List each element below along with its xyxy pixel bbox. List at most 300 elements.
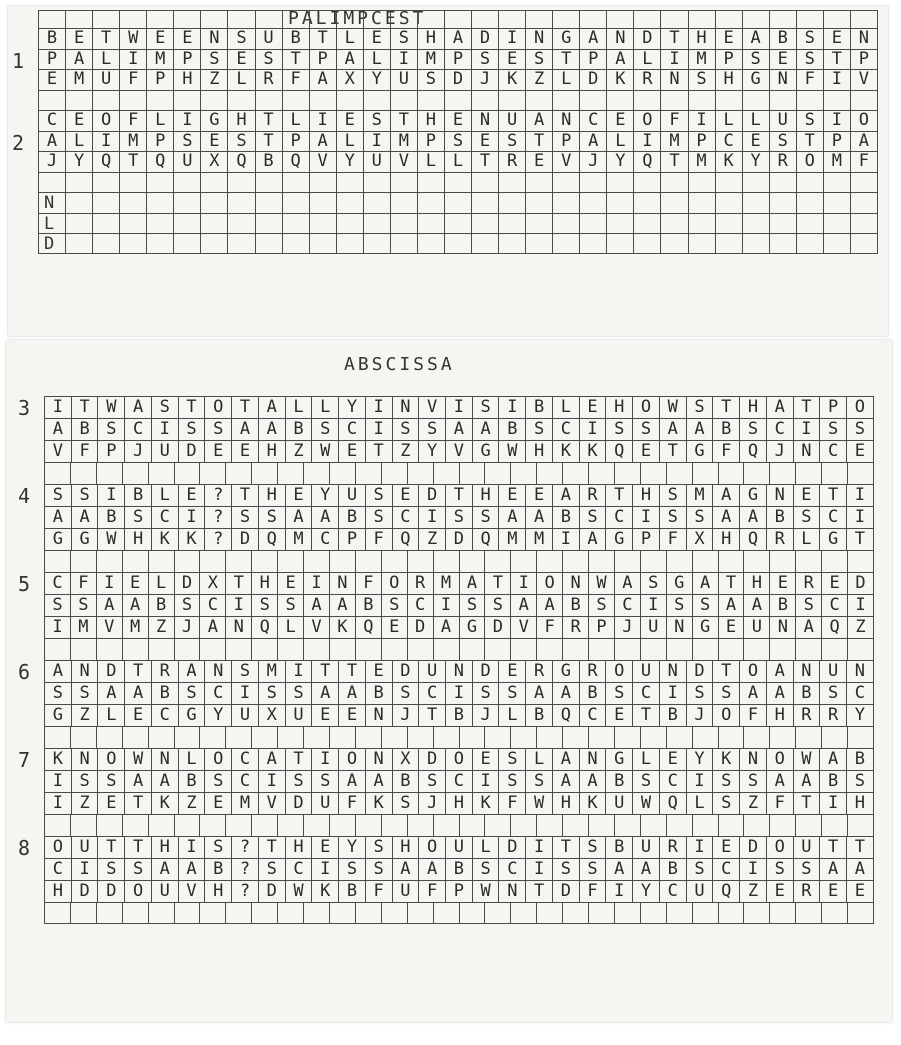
grid-cell: S xyxy=(97,418,124,440)
grid-cell xyxy=(510,902,536,924)
grid-cell xyxy=(173,192,200,213)
grid-cell: R xyxy=(562,616,588,638)
grid-cell: T xyxy=(793,792,820,814)
grid-cell xyxy=(743,814,769,836)
grid-cell: S xyxy=(204,836,231,858)
grid-cell: D xyxy=(231,528,258,550)
grid-cell: L xyxy=(498,704,525,726)
grid-cell: R xyxy=(793,704,820,726)
grid-cell xyxy=(688,213,715,234)
grid-cell xyxy=(355,462,381,484)
grid-cell: L xyxy=(525,748,552,770)
grid-cell: C xyxy=(204,682,231,704)
grid-cell: E xyxy=(715,28,742,49)
grid-cell: U xyxy=(632,660,659,682)
grid-cell: D xyxy=(579,69,606,90)
grid-cell: S xyxy=(44,594,70,616)
grid-cell: P xyxy=(338,528,365,550)
grid-cell xyxy=(579,90,606,111)
grid-cell xyxy=(251,638,277,660)
grid-cell: A xyxy=(525,506,552,528)
grid-cell: F xyxy=(712,440,739,462)
grid-cell: K xyxy=(365,792,392,814)
grid-row xyxy=(44,594,874,616)
grid-cell xyxy=(796,213,823,234)
grid-cell xyxy=(660,10,687,29)
grid-cell xyxy=(173,172,200,193)
grid-cell: H xyxy=(688,28,715,49)
grid-cell: S xyxy=(392,418,419,440)
grid-cell: A xyxy=(38,131,65,152)
grid-cell: U xyxy=(255,28,282,49)
grid-cell xyxy=(65,90,92,111)
grid-cell: S xyxy=(795,594,821,616)
grid-cell: A xyxy=(122,594,148,616)
grid-cell: A xyxy=(793,770,820,792)
grid-cell xyxy=(173,233,200,254)
grid-cell xyxy=(173,90,200,111)
grid-cell: M xyxy=(285,528,312,550)
grid-cell xyxy=(525,172,552,193)
grid-cell: E xyxy=(819,880,846,902)
grid-cell xyxy=(562,902,588,924)
grid-cell xyxy=(174,462,200,484)
grid-cell xyxy=(200,90,227,111)
grid-cell: E xyxy=(124,704,151,726)
palimpsest-title: PALIMPCEST xyxy=(288,8,427,29)
grid-cell xyxy=(255,192,282,213)
grid-cell: T xyxy=(718,572,744,594)
grid-cell: C xyxy=(44,572,70,594)
grid-cell xyxy=(329,814,355,836)
grid-cell: T xyxy=(365,440,392,462)
grid-cell: U xyxy=(498,110,525,131)
grid-cell: Y xyxy=(606,151,633,172)
grid-cell xyxy=(225,462,251,484)
grid-cell: G xyxy=(71,528,98,550)
grid-cell: P xyxy=(819,396,846,418)
grid-cell xyxy=(119,192,146,213)
grid-cell: B xyxy=(766,506,793,528)
grid-cell: I xyxy=(418,506,445,528)
grid-cell: M xyxy=(65,69,92,90)
grid-cell: I xyxy=(633,131,660,152)
grid-cell: ? xyxy=(231,858,258,880)
grid-cell: A xyxy=(498,506,525,528)
grid-cell: S xyxy=(846,418,874,440)
grid-cell: B xyxy=(525,396,552,418)
grid-cell: I xyxy=(311,858,338,880)
grid-cell: T xyxy=(793,396,820,418)
grid-cell: S xyxy=(390,28,417,49)
grid-cell: D xyxy=(285,792,312,814)
grid-cell: H xyxy=(743,572,769,594)
grid-cell: O xyxy=(633,110,660,131)
grid-cell xyxy=(823,213,850,234)
grid-cell xyxy=(666,902,692,924)
grid-cell: A xyxy=(718,594,744,616)
grid-cell: U xyxy=(363,151,390,172)
grid-cell xyxy=(199,462,225,484)
grid-cell: S xyxy=(311,770,338,792)
grid-cell xyxy=(225,726,251,748)
grid-cell: L xyxy=(282,110,309,131)
grid-cell: T xyxy=(525,131,552,152)
grid-cell xyxy=(251,902,277,924)
grid-cell: Q xyxy=(659,792,686,814)
grid-cell: N xyxy=(660,69,687,90)
grid-cell xyxy=(692,638,718,660)
grid-cell: F xyxy=(355,572,381,594)
grid-cell xyxy=(119,90,146,111)
grid-cell: T xyxy=(258,836,285,858)
grid-cell: B xyxy=(659,704,686,726)
top-worksheet xyxy=(8,6,888,336)
grid-cell: H xyxy=(285,836,312,858)
grid-cell: N xyxy=(579,748,606,770)
grid-cell: A xyxy=(258,748,285,770)
grid-cell: Z xyxy=(525,69,552,90)
grid-cell: I xyxy=(365,396,392,418)
grid-cell: T xyxy=(255,131,282,152)
grid-cell xyxy=(433,462,459,484)
grid-cell: B xyxy=(525,704,552,726)
grid-cell: B xyxy=(579,682,606,704)
grid-cell: H xyxy=(445,792,472,814)
grid-cell: A xyxy=(151,770,178,792)
grid-cell: E xyxy=(718,616,744,638)
grid-cell: S xyxy=(444,131,471,152)
grid-cell: A xyxy=(739,506,766,528)
grid-cell: C xyxy=(715,131,742,152)
grid-cell: E xyxy=(846,880,874,902)
grid-cell xyxy=(363,10,390,29)
grid-cell xyxy=(390,233,417,254)
grid-cell: T xyxy=(605,484,632,506)
grid-cell: A xyxy=(766,682,793,704)
grid-cell xyxy=(96,726,122,748)
grid-cell: A xyxy=(392,858,419,880)
grid-cell: A xyxy=(338,682,365,704)
grid-cell xyxy=(148,462,174,484)
grid-row xyxy=(38,28,878,49)
grid-cell: I xyxy=(151,418,178,440)
grid-cell xyxy=(847,638,874,660)
grid-cell: I xyxy=(309,110,336,131)
grid-cell: C xyxy=(151,704,178,726)
grid-cell xyxy=(227,192,254,213)
grid-cell xyxy=(471,233,498,254)
grid-cell: P xyxy=(38,49,65,70)
grid-cell: I xyxy=(92,131,119,152)
grid-cell xyxy=(200,233,227,254)
grid-cell: S xyxy=(579,836,606,858)
grid-cell: U xyxy=(640,616,666,638)
grid-cell: C xyxy=(151,506,178,528)
grid-cell: T xyxy=(311,660,338,682)
grid-cell: V xyxy=(510,616,536,638)
grid-cell xyxy=(407,814,433,836)
grid-cell xyxy=(633,90,660,111)
grid-row xyxy=(38,131,878,152)
grid-row xyxy=(38,49,878,70)
grid-cell: ? xyxy=(231,880,258,902)
grid-cell: A xyxy=(606,49,633,70)
grid-cell xyxy=(355,814,381,836)
grid-cell: Y xyxy=(846,704,874,726)
grid-cell xyxy=(847,726,874,748)
grid-cell: M xyxy=(390,131,417,152)
blank-grid-row xyxy=(38,90,878,111)
grid-cell xyxy=(355,726,381,748)
grid-cell xyxy=(381,814,407,836)
grid-cell: M xyxy=(146,49,173,70)
grid-cell: I xyxy=(44,396,71,418)
grid-cell xyxy=(688,90,715,111)
grid-cell: L xyxy=(363,49,390,70)
grid-cell: S xyxy=(632,418,659,440)
grid-cell xyxy=(146,233,173,254)
grid-cell: U xyxy=(793,836,820,858)
grid-cell: M xyxy=(122,616,148,638)
grid-cell: I xyxy=(311,748,338,770)
grid-cell: E xyxy=(769,572,795,594)
grid-cell xyxy=(660,192,687,213)
grid-cell: U xyxy=(338,484,365,506)
grid-cell: N xyxy=(392,396,419,418)
grid-cell: E xyxy=(311,704,338,726)
grid-cell: T xyxy=(390,110,417,131)
grid-cell: Y xyxy=(363,69,390,90)
grid-cell: J xyxy=(472,704,499,726)
grid-cell: M xyxy=(433,572,459,594)
grid-cell: B xyxy=(38,28,65,49)
grid-cell: A xyxy=(605,858,632,880)
margin-letter: N xyxy=(44,193,55,213)
grid-cell: A xyxy=(552,484,579,506)
grid-cell: A xyxy=(178,858,205,880)
grid-cell: N xyxy=(552,110,579,131)
grid-cell xyxy=(363,90,390,111)
grid-cell: M xyxy=(686,484,713,506)
grid-cell xyxy=(606,192,633,213)
grid-cell: L xyxy=(151,484,178,506)
grid-cell: N xyxy=(365,704,392,726)
grid-row xyxy=(38,110,878,131)
grid-cell: R xyxy=(498,151,525,172)
grid-cell: Z xyxy=(847,616,874,638)
grid-cell xyxy=(847,902,874,924)
grid-cell: A xyxy=(124,770,151,792)
grid-cell: A xyxy=(151,858,178,880)
grid-cell: P xyxy=(688,131,715,152)
grid-cell: B xyxy=(338,506,365,528)
grid-cell xyxy=(459,550,485,572)
grid-cell: T xyxy=(823,49,850,70)
grid-cell: D xyxy=(552,880,579,902)
grid-cell: S xyxy=(258,858,285,880)
grid-cell: K xyxy=(151,528,178,550)
grid-cell xyxy=(148,814,174,836)
grid-cell: S xyxy=(227,28,254,49)
group-number-7: 7 xyxy=(18,748,31,772)
grid-cell: A xyxy=(712,484,739,506)
grid-cell: R xyxy=(795,572,821,594)
grid-cell xyxy=(718,462,744,484)
grid-cell: H xyxy=(204,880,231,902)
grid-cell xyxy=(633,233,660,254)
grid-cell xyxy=(743,902,769,924)
grid-cell xyxy=(471,213,498,234)
grid-row xyxy=(44,660,874,682)
grid-cell: S xyxy=(769,131,796,152)
grid-cell xyxy=(821,902,847,924)
grid-cell xyxy=(718,550,744,572)
grid-cell: S xyxy=(71,484,98,506)
grid-row xyxy=(44,528,874,550)
grid-cell xyxy=(795,462,821,484)
grid-cell xyxy=(769,814,795,836)
grid-cell: ? xyxy=(231,836,258,858)
grid-cell xyxy=(44,638,70,660)
grid-cell: S xyxy=(739,770,766,792)
grid-cell: S xyxy=(605,682,632,704)
grid-cell: R xyxy=(633,69,660,90)
grid-cell: F xyxy=(739,704,766,726)
grid-cell: Q xyxy=(472,528,499,550)
grid-cell xyxy=(70,550,96,572)
grid-cell: E xyxy=(285,484,312,506)
grid-cell: T xyxy=(660,28,687,49)
grid-cell: L xyxy=(277,616,303,638)
grid-cell: C xyxy=(819,440,846,462)
grid-cell: I xyxy=(472,770,499,792)
grid-cell: B xyxy=(151,682,178,704)
grid-cell: D xyxy=(847,572,874,594)
grid-cell: O xyxy=(536,572,562,594)
grid-cell: A xyxy=(552,748,579,770)
grid-cell xyxy=(92,10,119,29)
grid-cell xyxy=(277,814,303,836)
grid-cell: U xyxy=(92,69,119,90)
grid-cell: H xyxy=(712,528,739,550)
grid-cell: N xyxy=(225,616,251,638)
blank-grid-row xyxy=(44,902,874,924)
group-number-8: 8 xyxy=(18,836,31,860)
grid-cell: I xyxy=(445,396,472,418)
grid-cell: N xyxy=(666,616,692,638)
blank-grid-row xyxy=(38,172,878,193)
grid-cell: S xyxy=(124,858,151,880)
grid-cell xyxy=(743,638,769,660)
grid-cell: N xyxy=(769,69,796,90)
grid-cell xyxy=(390,90,417,111)
grid-cell xyxy=(92,213,119,234)
grid-cell xyxy=(148,550,174,572)
grid-cell xyxy=(200,10,227,29)
grid-cell: W xyxy=(124,748,151,770)
grid-cell: L xyxy=(336,131,363,152)
grid-cell: W xyxy=(472,880,499,902)
grid-cell: C xyxy=(614,594,640,616)
grid-cell: N xyxy=(793,440,820,462)
grid-cell: W xyxy=(588,572,614,594)
grid-cell xyxy=(390,172,417,193)
grid-cell xyxy=(484,902,510,924)
grid-cell: F xyxy=(659,528,686,550)
grid-cell: S xyxy=(525,770,552,792)
grid-cell: L xyxy=(632,748,659,770)
grid-cell: A xyxy=(445,418,472,440)
grid-cell: O xyxy=(97,748,124,770)
grid-cell: D xyxy=(418,748,445,770)
grid-cell xyxy=(823,233,850,254)
grid-cell xyxy=(199,814,225,836)
grid-cell: G xyxy=(605,748,632,770)
grid-cell: L xyxy=(686,792,713,814)
grid-cell xyxy=(579,213,606,234)
grid-row xyxy=(44,792,874,814)
grid-cell: E xyxy=(525,151,552,172)
grid-cell: A xyxy=(743,594,769,616)
grid-cell: S xyxy=(766,858,793,880)
grid-cell: G xyxy=(742,69,769,90)
grid-cell: I xyxy=(445,682,472,704)
grid-cell: C xyxy=(199,594,225,616)
grid-cell: S xyxy=(588,594,614,616)
grid-cell xyxy=(821,814,847,836)
grid-cell xyxy=(796,233,823,254)
grid-cell xyxy=(407,902,433,924)
grid-cell: G xyxy=(605,528,632,550)
grid-cell xyxy=(173,213,200,234)
grid-cell xyxy=(433,902,459,924)
grid-cell xyxy=(525,90,552,111)
grid-cell xyxy=(847,550,874,572)
grid-cell: Y xyxy=(338,396,365,418)
grid-cell: A xyxy=(418,858,445,880)
grid-cell xyxy=(614,550,640,572)
grid-cell: S xyxy=(498,748,525,770)
grid-cell: B xyxy=(178,770,205,792)
grid-cell xyxy=(329,638,355,660)
grid-cell: G xyxy=(692,616,718,638)
grid-cell: E xyxy=(742,131,769,152)
grid-cell xyxy=(329,462,355,484)
grid-cell xyxy=(742,192,769,213)
grid-cell: B xyxy=(355,594,381,616)
grid-row xyxy=(44,440,874,462)
grid-cell: I xyxy=(225,594,251,616)
grid-cell: R xyxy=(525,660,552,682)
grid-cell xyxy=(552,192,579,213)
grid-cell: U xyxy=(151,880,178,902)
grid-cell: J xyxy=(418,792,445,814)
grid-cell: E xyxy=(605,704,632,726)
grid-cell: T xyxy=(178,396,205,418)
grid-cell xyxy=(303,550,329,572)
grid-cell: E xyxy=(659,748,686,770)
grid-cell xyxy=(715,10,742,29)
grid-row xyxy=(44,770,874,792)
grid-cell: A xyxy=(536,594,562,616)
grid-cell: A xyxy=(258,396,285,418)
grid-cell xyxy=(640,638,666,660)
grid-cell xyxy=(525,233,552,254)
grid-cell xyxy=(850,213,878,234)
grid-cell: S xyxy=(659,506,686,528)
grid-cell: S xyxy=(472,858,499,880)
